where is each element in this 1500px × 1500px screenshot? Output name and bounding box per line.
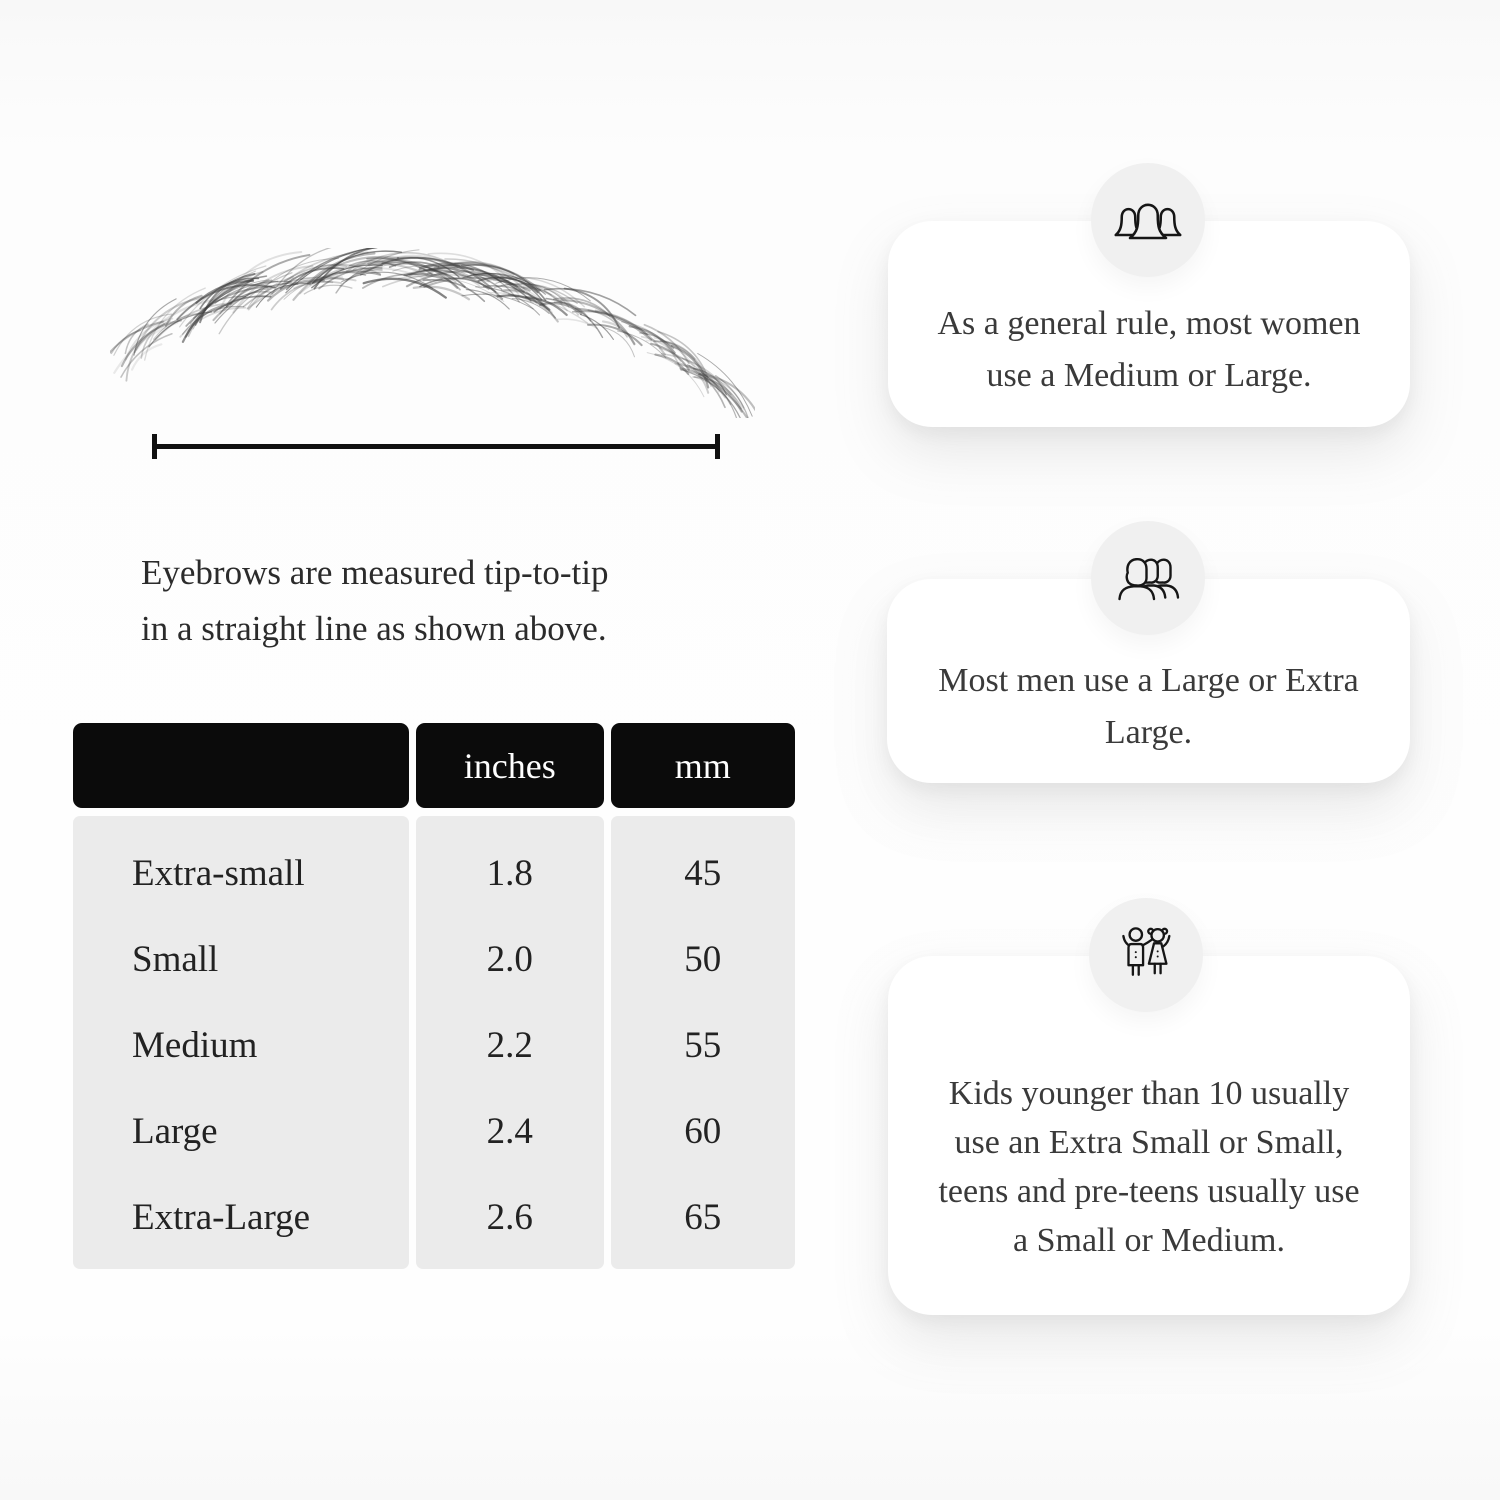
header-cell-mm: mm — [611, 723, 795, 808]
women-group-icon — [1112, 191, 1184, 249]
measurement-caption — [141, 545, 801, 657]
header-cell-inches: inches — [416, 723, 603, 808]
table-cell-inches: 2.2 — [486, 1024, 533, 1066]
caption-line-1: Eyebrows are measured tip-to-tip — [141, 553, 609, 592]
caption-line-2: in a straight line as shown above. — [141, 609, 607, 648]
table-header-row — [73, 723, 795, 808]
table-cell-size-label: Medium — [132, 1024, 258, 1066]
table-cell-mm: 50 — [684, 938, 722, 980]
eyebrow-illustration — [110, 248, 755, 418]
table-cell-mm: 65 — [684, 1196, 722, 1238]
men-icon-circle — [1091, 521, 1205, 635]
kids-card-text: Kids younger than 10 usually use an Extra Small or Small, teens and pre-teens usually use a Small or Medium. — [938, 1074, 1360, 1259]
table-cell-size-label: Large — [132, 1110, 218, 1152]
women-icon-circle — [1091, 163, 1205, 277]
men-group-icon — [1112, 549, 1184, 607]
table-cell-mm: 60 — [684, 1110, 722, 1152]
table-cell-inches: 1.8 — [486, 852, 533, 894]
kids-icon-circle — [1089, 898, 1203, 1012]
inches-column — [416, 816, 603, 1269]
table-cell-inches: 2.4 — [486, 1110, 533, 1152]
table-cell-size-label: Extra-Large — [132, 1196, 311, 1238]
women-card-text: As a general rule, most women use a Medium or Large. — [937, 305, 1361, 394]
mm-column — [611, 816, 795, 1269]
table-body — [73, 816, 795, 1269]
size-label-column — [73, 816, 409, 1269]
table-cell-inches: 2.0 — [486, 938, 533, 980]
size-table — [73, 723, 795, 1269]
table-cell-size-label: Small — [132, 938, 219, 980]
table-cell-size-label: Extra-small — [132, 852, 305, 894]
header-cell-size — [73, 723, 409, 808]
eyebrow-hairs-svg — [110, 248, 755, 418]
table-cell-mm: 45 — [684, 852, 722, 894]
men-card-text: Most men use a Large or Extra Large. — [938, 662, 1359, 751]
kids-icon — [1111, 923, 1181, 987]
table-cell-mm: 55 — [684, 1024, 722, 1066]
table-cell-inches: 2.6 — [486, 1196, 533, 1238]
measurement-line — [152, 444, 720, 449]
